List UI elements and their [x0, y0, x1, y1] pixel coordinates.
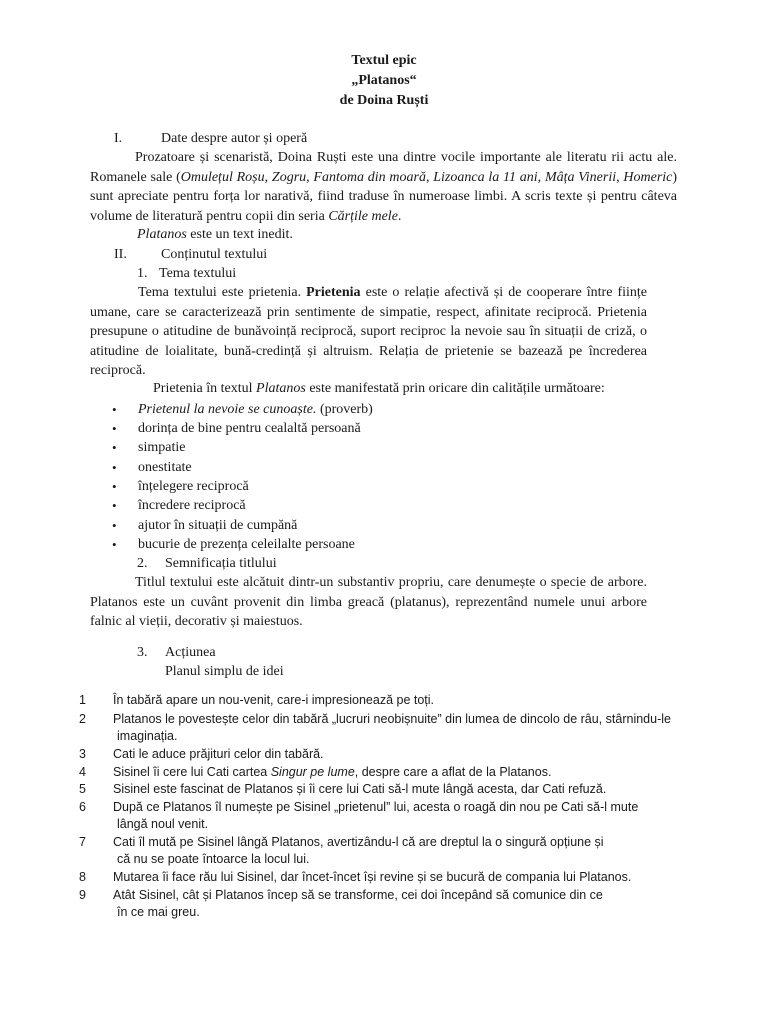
bullet-icon: •: [112, 402, 117, 417]
bullet-icon: •: [112, 440, 117, 455]
subsection-3-heading: Acțiunea: [165, 645, 216, 660]
section-1-heading: Date despre autor și operă: [161, 131, 308, 146]
subsection-3-number: 3.: [137, 645, 148, 660]
section-2-heading: Conținutul textului: [161, 247, 268, 262]
simple-plan-heading: Planul simplu de idei: [165, 664, 284, 679]
subsection-2-number: 2.: [137, 556, 148, 571]
author-paragraph: Prozatoare și scenaristă, Doina Ruști este una dintre vocile importante ale literatu rii actu ale. Romanele sale (Omulețul Roșu, Zogru, Fantoma din moară, Lizoanca la 11 ani, Mâța Vinerii, Homeric) sunt apreciate pentru forța lor narativă, fiind traduse în numeroase limbi. A scris texte și pentru câteva volume de literatură pentru copii din seria Cărțile mele.: [90, 150, 678, 224]
bullet-icon: •: [112, 479, 117, 494]
section-2-numeral: II.: [114, 247, 127, 262]
bullet-icon: •: [112, 518, 117, 533]
subsection-1-number: 1.: [137, 266, 148, 281]
theme-paragraph: Tema textului este prietenia. Prietenia este o relație afectivă și de cooperare între ființe umane, care se caracterizează prin sentimente de simpatie, respect, afinitate reciprocă. Prietenia presupune o atitudine de bunăvoință reciprocă, suport reciproc la nevoie sau în situații de criză, o atitudine de loialitate, bună-credință și altruism. Relația de prietenie se bazează pe încrederea reciprocă.: [90, 285, 648, 378]
subsection-2-heading: Semnificația titlului: [165, 556, 277, 571]
bullet-icon: •: [112, 498, 117, 513]
document-author-line: de Doina Ruști: [339, 93, 429, 108]
text-inedit-line: Platanos este un text inedit.: [137, 227, 293, 242]
bullet-icon: •: [112, 460, 117, 475]
document-subtitle: „Platanos“: [351, 73, 417, 88]
title-meaning-paragraph: Titlul textului este alcătuit dintr-un substantiv propriu, care denumește o specie de arbore. Platanos este un cuvânt provenit din limba greacă (platanus), reprezentând numele unui arbore falnic al vieții, decorativ și maiestuos.: [90, 575, 647, 629]
subsection-1-heading: Tema textului: [159, 266, 237, 281]
bullet-icon: •: [112, 421, 117, 436]
section-1-numeral: I.: [114, 131, 123, 146]
document-title: Textul epic: [351, 53, 417, 68]
friendship-qualities-intro: Prietenia în textul Platanos este manifestată prin oricare din calitățile următoare:: [153, 381, 605, 396]
bullet-icon: •: [112, 537, 117, 552]
document-page: Textul epic „Platanos“ de Doina Ruști I. Date despre autor și operă Prozatoare și scenaristă, Doina Ruști este una dintre vocile importante ale literatu rii actu ale. Romanele sale (Omulețul Roșu, Zogru, Fantoma din moară, Lizoanca la 11 ani, Mâța Vinerii, Homeric) sunt apreciate pentru forța lor narativă, fiind traduse în numeroase limbi. A scris texte și pentru câteva volume de literatură pentru copii din seria Cărțile mele. Platanos este un text inedit. II. Conținutul textului 1. Tema textului Tema textului este prietenia. Prietenia este o relație afectivă și de cooperare între ființe umane, care se caracterizează prin sentimente de simpatie, respect, afinitate reciprocă. Prietenia presupune o atitudine de bunăvoință reciprocă, suport reciproc la nevoie sau în situații de criză, o atitudine de loialitate, bună-credință și altruism. Relația de prietenie se bazează pe încrederea reciprocă. Prietenia în textul Platanos este manifestată prin oricare din calitățile următoare: • Prietenul la nevoie se cunoaște. (proverb) • dorința de bine pentru cealaltă persoană • simpatie • onestitate • înțelegere reciprocă • încredere reciprocă • ajutor în situații de cumpănă • bucurie de prezența celeilalte persoane 2. Semnificația titlului Titlul textului este alcătuit dintr-un substantiv propriu, care denumește o specie de arbore. Platanos este un cuvânt provenit din limba greacă (platanus), reprezentând numele unui arbore falnic al vieții, decorativ și maiestuos. 3. Acțiunea Planul simplu de idei 1 În tabără apare un nou-venit, care-i impresionează pe toți. 2 Platanos le povestește celor din tabără „lucruri neobișnuite” din lumea de dincolo de râu, stârnindu-le imaginația. 3 Cati le aduce prăjituri celor din tabără. 4 Sisinel îi cere lui Cati cartea Singur pe lume, despre care a aflat de la Platanos. 5 Sisinel este fascinat de Platanos și îi cere lui Cati să-l mute lângă acesta, dar Cati refuză. 6 După ce Platanos îl numește pe Sisinel „prietenul” lui, acesta o roagă din nou pe Cati să-l mute lângă noul venit. 7 Cati îl mută pe Sisinel lângă Platanos, avertizându-l că are dreptul la o singură opțiune și că nu se poate întoarce la locul lui. 8 Mutarea îi face rău lui Sisinel, dar încet-încet își revine și se bucură de compania lui Platanos. 9 Atât Sisinel, cât și Platanos încep să se transforme, cei doi începând să comunice din ce în ce mai greu.: [0, 0, 768, 1024]
